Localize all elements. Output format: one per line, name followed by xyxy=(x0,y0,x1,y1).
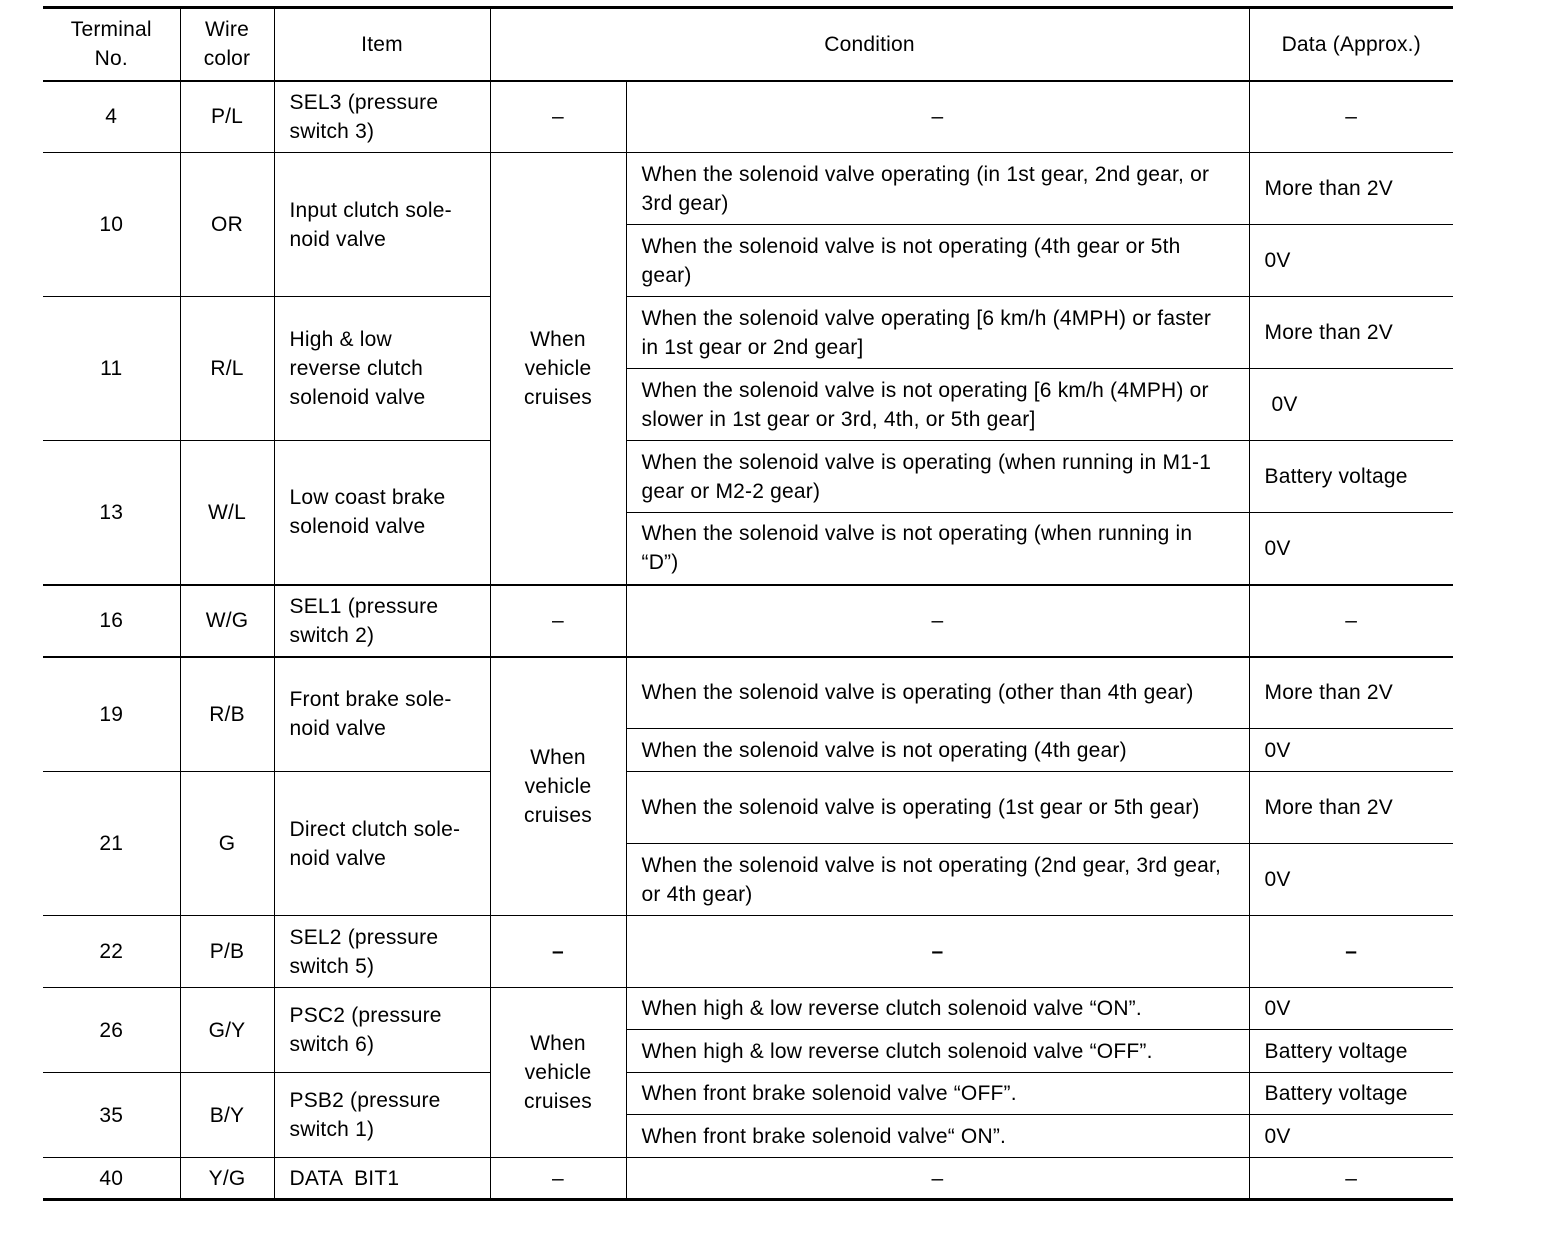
item-cell: High & low reverse clutch solenoid valve xyxy=(274,297,490,441)
terminal-cell: 35 xyxy=(43,1073,180,1158)
wire-color-cell: G/Y xyxy=(180,988,274,1073)
header-item: Item xyxy=(274,8,490,81)
condition-dash: – xyxy=(626,916,1249,988)
condition-dash: – xyxy=(490,81,626,153)
item-cell: PSC2 (pressure switch 6) xyxy=(274,988,490,1073)
data-cell: Battery voltage xyxy=(1249,441,1453,513)
condition-group-cell: When vehicle cruises xyxy=(490,988,626,1158)
table-row xyxy=(43,585,1453,657)
wire-color-cell: P/B xyxy=(180,916,274,988)
table-row xyxy=(43,1158,1453,1200)
data-cell: More than 2V xyxy=(1249,657,1453,729)
condition-dash: – xyxy=(626,81,1249,153)
condition-dash: – xyxy=(490,1158,626,1200)
data-cell: 0V xyxy=(1249,1115,1453,1158)
condition-cell: When front brake solenoid valve“ ON”. xyxy=(626,1115,1249,1158)
data-cell: 0V xyxy=(1249,988,1453,1030)
data-cell: More than 2V xyxy=(1249,153,1453,225)
condition-cell: When the solenoid valve operating [6 km/h (4MPH) or faster in 1st gear or 2nd gear] xyxy=(626,297,1249,369)
item-cell: SEL3 (pressure switch 3) xyxy=(274,81,490,153)
data-cell: 0V xyxy=(1249,369,1453,441)
wire-color-cell: W/G xyxy=(180,585,274,657)
item-cell: SEL1 (pressure switch 2) xyxy=(274,585,490,657)
condition-cell: When front brake solenoid valve “OFF”. xyxy=(626,1073,1249,1115)
wire-color-cell: Y/G xyxy=(180,1158,274,1200)
condition-cell: When the solenoid valve is not operating (4th gear or 5th gear) xyxy=(626,225,1249,297)
condition-cell: When the solenoid valve is not operating (when running in “D”) xyxy=(626,513,1249,585)
item-cell: Direct clutch sole- noid valve xyxy=(274,772,490,916)
terminal-cell: 13 xyxy=(43,441,180,585)
data-cell: 0V xyxy=(1249,729,1453,772)
terminal-cell: 19 xyxy=(43,657,180,772)
table-row xyxy=(43,153,1453,225)
condition-dash: – xyxy=(490,916,626,988)
header-terminal-no: Terminal No. xyxy=(43,8,180,81)
table-row xyxy=(43,988,1453,1030)
terminal-cell: 21 xyxy=(43,772,180,916)
data-cell: More than 2V xyxy=(1249,297,1453,369)
header-wire-color: Wire color xyxy=(180,8,274,81)
terminal-cell: 11 xyxy=(43,297,180,441)
table-row xyxy=(43,441,1453,513)
wire-color-cell: G xyxy=(180,772,274,916)
item-cell: SEL2 (pressure switch 5) xyxy=(274,916,490,988)
condition-cell: When high & low reverse clutch solenoid valve “OFF”. xyxy=(626,1030,1249,1073)
wire-color-cell: OR xyxy=(180,153,274,297)
item-cell: Front brake sole- noid valve xyxy=(274,657,490,772)
item-cell: DATA BIT1 xyxy=(274,1158,490,1200)
data-cell: More than 2V xyxy=(1249,772,1453,844)
condition-cell: When the solenoid valve is not operating (2nd gear, 3rd gear, or 4th gear) xyxy=(626,844,1249,916)
condition-group-cell: When vehicle cruises xyxy=(490,657,626,916)
condition-cell: When the solenoid valve is not operating [6 km/h (4MPH) or slower in 1st gear or 3rd, 4th, or 5th gear] xyxy=(626,369,1249,441)
terminal-cell: 16 xyxy=(43,585,180,657)
wire-color-cell: R/B xyxy=(180,657,274,772)
header-data: Data (Approx.) xyxy=(1249,8,1453,81)
data-cell: Battery voltage xyxy=(1249,1030,1453,1073)
terminal-cell: 4 xyxy=(43,81,180,153)
table-row xyxy=(43,81,1453,153)
data-cell: 0V xyxy=(1249,844,1453,916)
condition-cell: When the solenoid valve operating (in 1st gear, 2nd gear, or 3rd gear) xyxy=(626,153,1249,225)
table-row xyxy=(43,916,1453,988)
header-condition: Condition xyxy=(490,8,1249,81)
wire-color-cell: R/L xyxy=(180,297,274,441)
data-cell: 0V xyxy=(1249,225,1453,297)
terminal-cell: 26 xyxy=(43,988,180,1073)
table-row xyxy=(43,772,1453,844)
data-dash: – xyxy=(1249,916,1453,988)
item-cell: Input clutch sole- noid valve xyxy=(274,153,490,297)
condition-cell: When the solenoid valve is not operating (4th gear) xyxy=(626,729,1249,772)
condition-dash: – xyxy=(490,585,626,657)
data-dash: – xyxy=(1249,585,1453,657)
data-dash: – xyxy=(1249,81,1453,153)
data-cell: Battery voltage xyxy=(1249,1073,1453,1115)
condition-cell: When the solenoid valve is operating (when running in M1-1 gear or M2-2 gear) xyxy=(626,441,1249,513)
data-cell: 0V xyxy=(1249,513,1453,585)
condition-dash: – xyxy=(626,1158,1249,1200)
wire-color-cell: W/L xyxy=(180,441,274,585)
condition-dash: – xyxy=(626,585,1249,657)
terminal-reference-table xyxy=(43,6,1453,1201)
table-row xyxy=(43,297,1453,369)
terminal-cell: 40 xyxy=(43,1158,180,1200)
condition-cell: When high & low reverse clutch solenoid valve “ON”. xyxy=(626,988,1249,1030)
item-cell: PSB2 (pressure switch 1) xyxy=(274,1073,490,1158)
table-row xyxy=(43,657,1453,729)
condition-cell: When the solenoid valve is operating (1st gear or 5th gear) xyxy=(626,772,1249,844)
condition-group-cell: When vehicle cruises xyxy=(490,153,626,585)
condition-cell: When the solenoid valve is operating (other than 4th gear) xyxy=(626,657,1249,729)
header-row xyxy=(43,8,1453,81)
item-cell: Low coast brake solenoid valve xyxy=(274,441,490,585)
data-dash: – xyxy=(1249,1158,1453,1200)
wire-color-cell: B/Y xyxy=(180,1073,274,1158)
terminal-cell: 22 xyxy=(43,916,180,988)
wire-color-cell: P/L xyxy=(180,81,274,153)
table-row xyxy=(43,1073,1453,1115)
terminal-cell: 10 xyxy=(43,153,180,297)
